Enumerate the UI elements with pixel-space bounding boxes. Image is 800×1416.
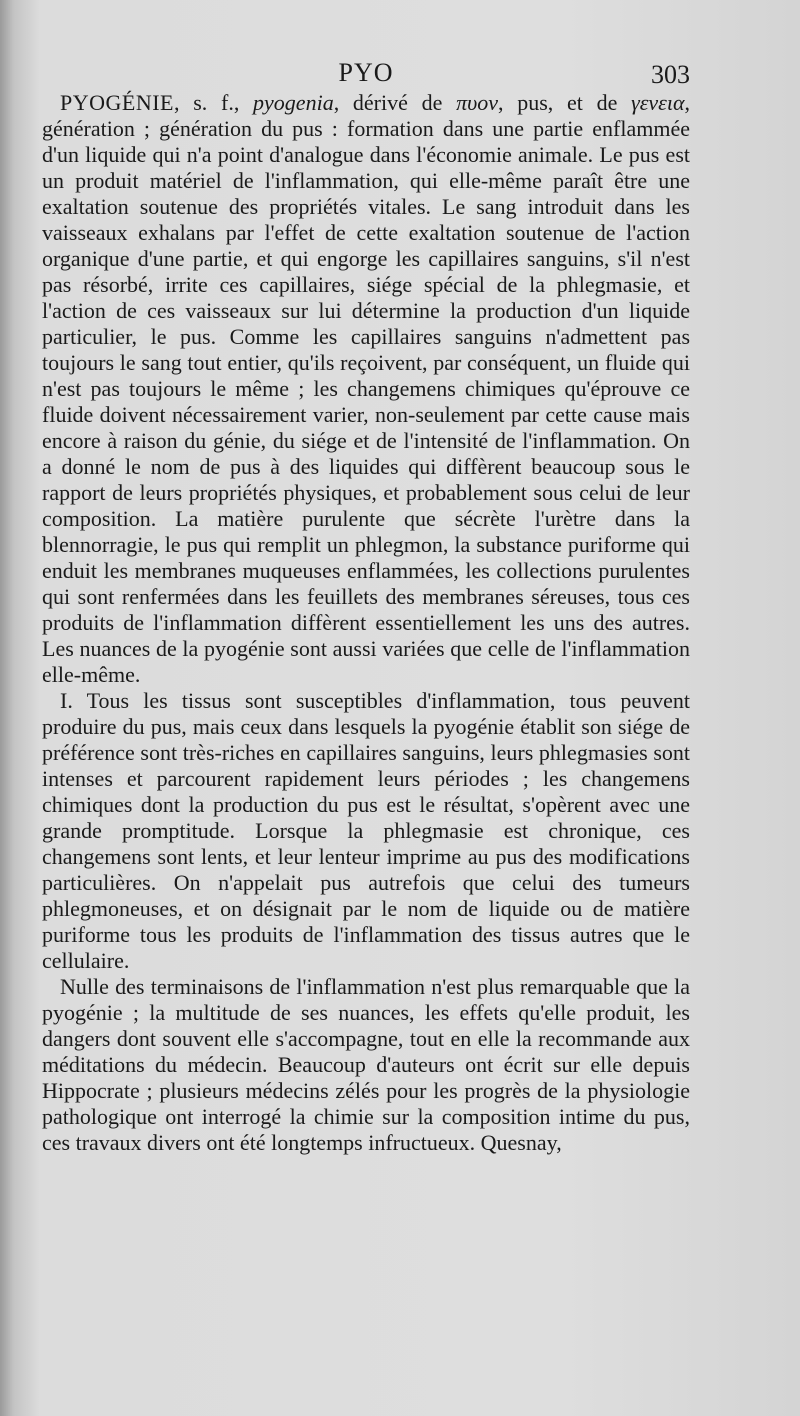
entry-headword: PYOGÉNIE bbox=[60, 90, 174, 115]
entry-etymology-text: , dérivé de bbox=[333, 90, 457, 115]
running-head bbox=[42, 58, 690, 94]
running-head-title: PYO bbox=[338, 58, 394, 87]
text-body bbox=[42, 90, 690, 1156]
entry-paragraph bbox=[42, 90, 690, 688]
entry-definition: , génération ; génération du pus : formation dans une partie enflammée d'un liquide qui n'a point d'analogue dans l'économie animale. Le pus est un produit matériel de l'inflammation, qui elle-même paraît être une exaltation soutenue des propriétés vitales. Le sang introduit dans les vaisseaux exhalans par l'effet de cette exaltation soutenue de l'action organique d'une partie, et qui engorge les capillaires sanguins, s'il n'est pas résorbé, irrite ces capillaires, siége spécial de la phlegmasie, et l'action de ces vaisseaux sur lui détermine la production d'un liquide particulier, le pus. Comme les capillaires sanguins n'admettent pas toujours le sang tout entier, qu'ils reçoivent, par conséquent, un fluide qui n'est pas toujours le même ; les changemens chimiques qu'éprouve ce fluide doivent nécessairement varier, non-seulement par cette cause mais encore à raison du génie, du siége et de l'intensité de l'inflammation. On a donné le nom de pus à des liquides qui diffèrent beaucoup sous le rapport de leurs propriétés physiques, et probablement sous celui de leur composition. La matière purulente que sécrète l'urètre dans la blennorragie, le pus qui remplit un phlegmon, la substance puriforme qui enduit les membranes muqueuses enflammées, les collections purulentes qui sont renfermées dans les feuillets des membranes séreuses, tous ces produits de l'inflammation diffèrent essentiellement les uns des autres. Les nuances de la pyogénie sont aussi variées que celle de l'inflammation elle-même. bbox=[42, 90, 690, 687]
entry-greek-term-1: πυον bbox=[456, 90, 498, 115]
paragraph-2: Nulle des terminaisons de l'inflammation n'est plus remarquable que la pyogénie ; la multitude de ses nuances, les effets qu'elle produit, les dangers dont souvent elle s'accompagne, tout en elle la recommande aux méditations du médecin. Beaucoup d'auteurs ont écrit sur elle depuis Hippocrate ; plusieurs médecins zélés pour les progrès de la physiologie pathologique ont interrogé la chimie sur la composition intime du pus, ces travaux divers ont été longtemps infructueux. Quesnay, bbox=[42, 974, 690, 1155]
page-number: 303 bbox=[651, 60, 690, 89]
entry-grammar: , s. f., bbox=[174, 90, 254, 115]
entry-latin-term: pyogenia bbox=[253, 90, 334, 115]
entry-etymology-text-2: , pus, et de bbox=[497, 90, 632, 115]
paragraph-1: I. Tous les tissus sont susceptibles d'inflammation, tous peuvent produire du pus, mais ceux dans lesquels la pyogénie établit son siége de préférence sont très-riches en capillaires sanguins, leurs phlegmasies sont intenses et parcourent rapidement leurs périodes ; les changemens chimiques dont la production du pus est le résultat, s'opèrent avec une grande promptitude. Lorsque la phlegmasie est chronique, ces changemens sont lents, et leur lenteur imprime au pus des modifications particulières. On n'appelait pus autrefois que celui des tumeurs phlegmoneuses, et on désignait par le nom de liquide ou de matière puriforme tous les produits de l'inflammation des tissus autres que le cellulaire. bbox=[42, 688, 690, 973]
entry-greek-term-2: γενεια bbox=[631, 90, 685, 115]
